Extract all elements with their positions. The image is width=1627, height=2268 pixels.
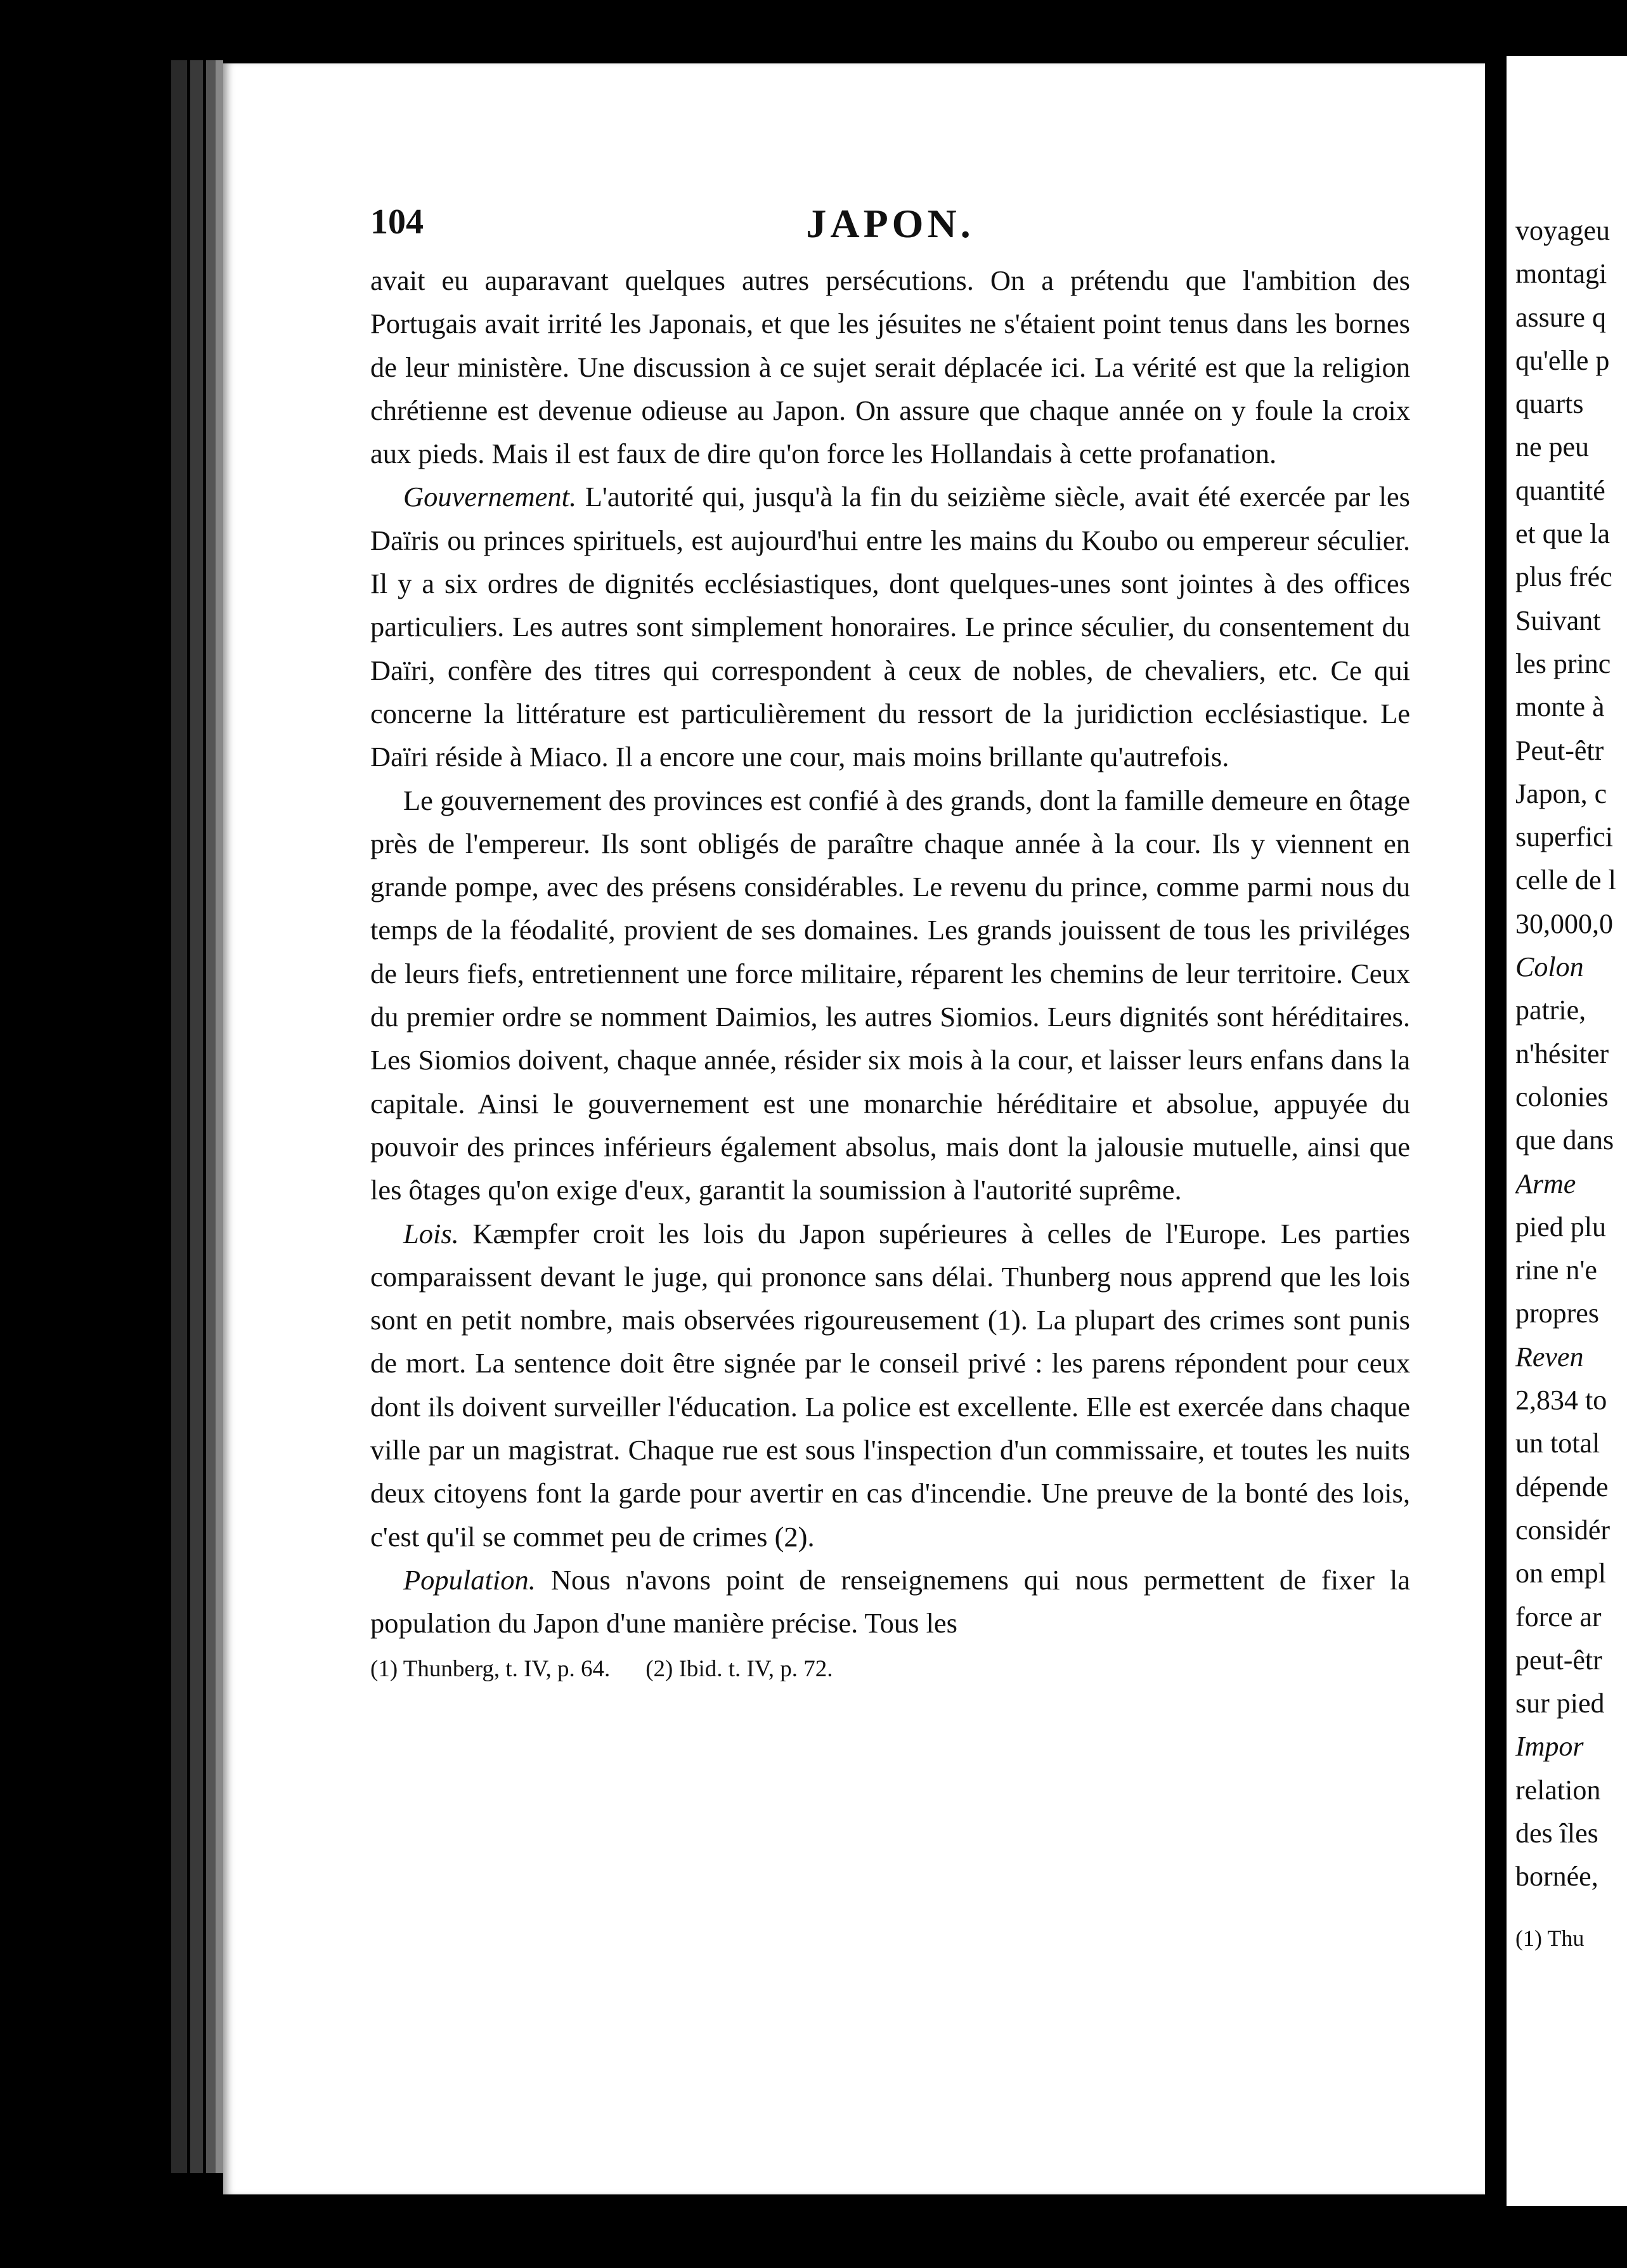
facing-page-line: n'hésiter xyxy=(1515,1038,1609,1069)
paragraph xyxy=(370,1212,1410,1558)
facing-page-line: rine n'e xyxy=(1515,1255,1597,1286)
facing-page-line: plus fréc xyxy=(1515,561,1612,593)
facing-page-line: bornée, xyxy=(1515,1861,1598,1893)
body-text xyxy=(370,259,1410,1645)
facing-page-line: considér xyxy=(1515,1514,1611,1546)
paragraph-text: avait eu auparavant quelques autres persécutions. On a prétendu que l'ambition des Portugais avait irrité les Japonais, et que les jésuites ne s'étaient point tenus dans les bornes de leur ministère. Une discussion à ce sujet serait déplacée ici. La vérité est que la religion chrétienne est devenue odieuse au Japon. On assure que chaque année on y foule la croix aux pieds. Mais il est faux de dire qu'on force les Hollandais à cette profanation. xyxy=(370,264,1410,470)
facing-page-line: des îles xyxy=(1515,1817,1598,1849)
facing-page-line: un total xyxy=(1515,1428,1600,1459)
facing-page-line: les princ xyxy=(1515,648,1611,679)
paragraph-text: Le gouvernement des provinces est confié à des grands, dont la famille demeure en ôtage près de l'empereur. Ils sont obligés de paraître chaque année à la cour. Ils y viennent en grande pompe, avec des présens considérables. Le revenu du prince, comme parmi nous du temps de la féodalité, provient de ses domaines. Les grands jouissent de tous les priviléges de leurs fiefs, entretiennent une force militaire, réparent les chemins de leur territoire. Ceux du premier ordre se nomment Daimios, les autres Siomios. Leurs dignités sont héréditaires. Les Siomios doivent, chaque année, résider six mois à la cour, et laisser leurs enfans dans la capitale. Ainsi le gouvernement est une monarchie héréditaire et absolue, appuyée du pouvoir des princes inférieurs également absolus, mais dont la jalousie mutuelle, ainsi que les ôtages qu'on exige d'eux, garantit la soumission à l'autorité suprême. xyxy=(370,784,1410,1206)
page-header xyxy=(370,151,1410,259)
facing-page-line: on empl xyxy=(1515,1558,1606,1589)
page-number: 104 xyxy=(370,202,424,242)
facing-page-line: que dans xyxy=(1515,1124,1614,1156)
facing-page-line: quarts xyxy=(1515,388,1584,420)
page-content xyxy=(370,151,1410,1685)
paragraph-text: L'autorité qui, jusqu'à la fin du seizième siècle, avait été exercée par les Daïris ou princes spirituels, est aujourd'hui entre les mains du Koubo ou empereur séculier. Il y a six ordres de dignités ecclésiastiques, dont quelques-unes sont jointes à des offices particuliers. Les autres sont simplement honoraires. Le prince séculier, du consentement du Daïri, confère des titres qui correspondent à ceux de nobles, de chevaliers, etc. Ce qui concerne la littérature est particulièrement du ressort de la juridiction ecclésiastique. Le Daïri réside à Miaco. Il a encore une cour, mais moins brillante qu'autrefois. xyxy=(370,481,1410,773)
facing-page-footnote: (1) Thu xyxy=(1515,1925,1585,1951)
facing-page-line: 2,834 to xyxy=(1515,1385,1607,1416)
book-edge xyxy=(171,60,187,2173)
facing-page-line: et que la xyxy=(1515,518,1611,550)
footnotes xyxy=(370,1654,1410,1685)
paragraph xyxy=(370,475,1410,778)
facing-page-line: monte à xyxy=(1515,691,1605,723)
facing-page-line: assure q xyxy=(1515,301,1606,333)
facing-page-line: patrie, xyxy=(1515,994,1586,1026)
book-edge xyxy=(216,60,223,2173)
facing-page-line: colonies xyxy=(1515,1081,1609,1112)
facing-page-line: voyageu xyxy=(1515,215,1611,246)
facing-page-line: montagi xyxy=(1515,258,1607,290)
facing-page-line: Reven xyxy=(1515,1341,1584,1372)
facing-page-line: superfici xyxy=(1515,821,1613,853)
facing-page-line: pied plu xyxy=(1515,1211,1606,1242)
facing-page-line: qu'elle p xyxy=(1515,344,1610,376)
facing-page-line: Impor xyxy=(1515,1731,1584,1763)
facing-page-line: Suivant xyxy=(1515,604,1601,636)
facing-page-text xyxy=(1515,209,1627,1960)
book-edge xyxy=(190,60,203,2173)
facing-page-line: quantité xyxy=(1515,474,1605,506)
facing-page-line: Peut-êtr xyxy=(1515,734,1604,766)
facing-page-line: Colon xyxy=(1515,951,1584,983)
facing-page xyxy=(1507,56,1627,2206)
section-label: Lois. xyxy=(403,1217,459,1249)
footnote: (1) Thunberg, t. IV, p. 64. xyxy=(370,1655,611,1682)
footnote: (2) Ibid. t. IV, p. 72. xyxy=(645,1655,833,1682)
paragraph xyxy=(370,779,1410,1212)
book-page xyxy=(223,63,1485,2194)
facing-page-line: Arme xyxy=(1515,1168,1576,1199)
facing-page-line: dépende xyxy=(1515,1471,1609,1502)
paragraph xyxy=(370,259,1410,475)
facing-page-line: Japon, c xyxy=(1515,778,1607,809)
paragraph-text: Kæmpfer croit les lois du Japon supérieures à celles de l'Europe. Les parties comparaissent devant le juge, qui prononce sans délai. Thunberg nous apprend que les lois sont en petit nombre, mais observées rigoureusement (1). La plupart des crimes sont punis de mort. La sentence doit être signée par le conseil privé : les parens répondent pour ceux dont ils doivent surveiller l'éducation. La police est excellente. Elle est exercée dans chaque ville par un magistrat. Chaque rue est sous l'inspection d'un commissaire, et toutes les nuits deux citoyens font la garde pour avertir en cas d'incendie. Une preuve de la bonté des lois, c'est qu'il se commet peu de crimes (2). xyxy=(370,1217,1410,1553)
running-title: JAPON. xyxy=(806,201,975,246)
facing-page-line: sur pied xyxy=(1515,1688,1605,1719)
book-edge xyxy=(206,60,216,2173)
section-label: Gouvernement. xyxy=(403,481,577,513)
facing-page-line: peut-êtr xyxy=(1515,1644,1602,1676)
facing-page-line: ne peu xyxy=(1515,431,1590,463)
facing-page-line: 30,000,0 xyxy=(1515,908,1613,939)
facing-page-line: propres xyxy=(1515,1298,1599,1329)
facing-page-line: celle de l xyxy=(1515,864,1616,896)
paragraph-text: Nous n'avons point de renseignemens qui nous permettent de fixer la population du Japon d'une manière précise. Tous les xyxy=(370,1563,1410,1639)
facing-page-line: relation xyxy=(1515,1774,1601,1806)
facing-page-line: force ar xyxy=(1515,1601,1602,1633)
paragraph xyxy=(370,1558,1410,1645)
section-label: Population. xyxy=(403,1563,536,1596)
